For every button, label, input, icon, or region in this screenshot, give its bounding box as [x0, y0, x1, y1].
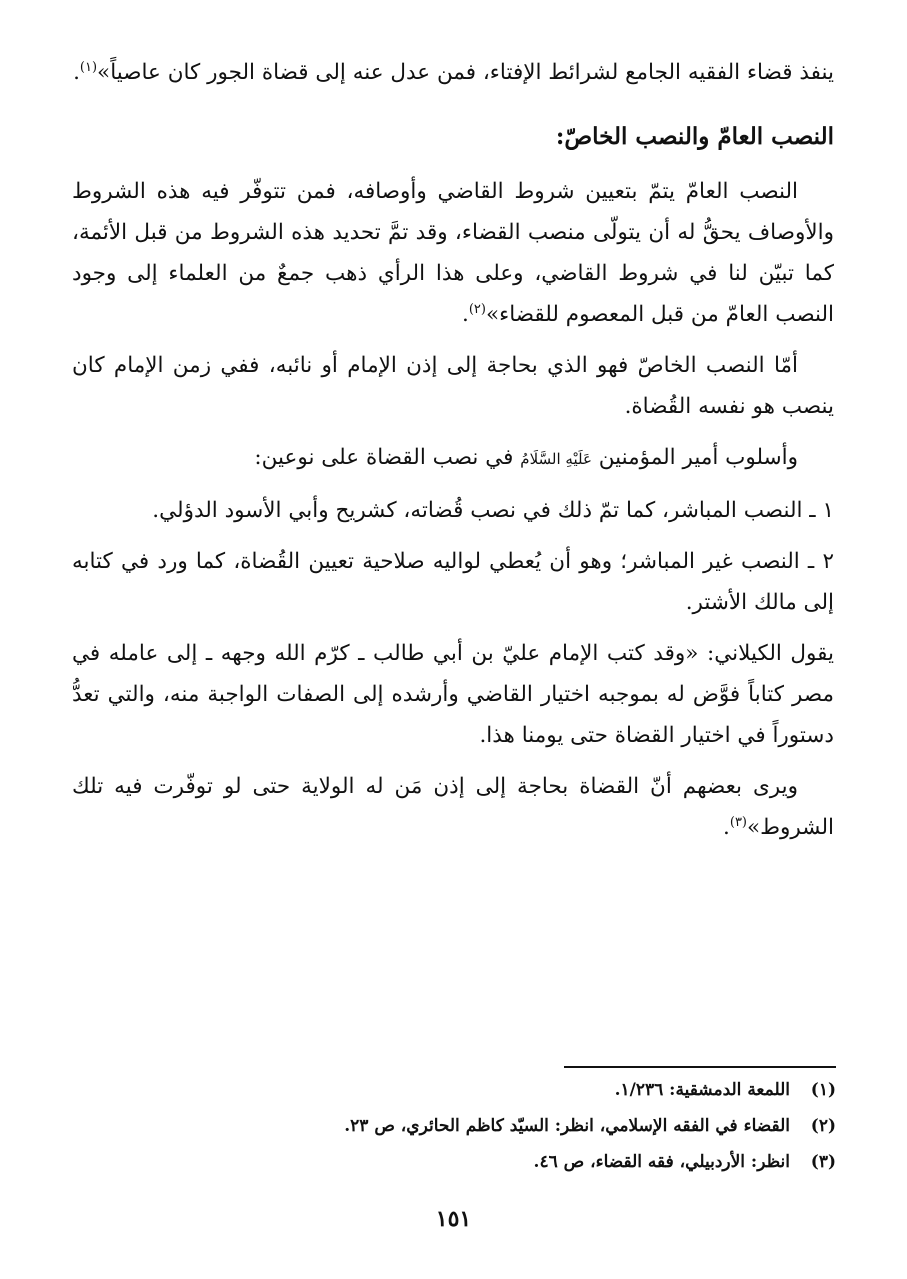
paragraph-text: في نصب القضاة على نوعين:: [254, 445, 514, 470]
footnote-1: [72, 1072, 836, 1108]
page-body: [72, 52, 834, 848]
footnote-ref-2[interactable]: (٢): [468, 301, 486, 317]
page-number: ١٥١: [435, 1206, 472, 1232]
paragraph-text: ويرى بعضهم أنّ القضاة بحاجة إلى إذن مَن له الولاية حتى لو توفّرت فيه تلك الشروط»: [72, 774, 834, 840]
section-heading: النصب العامّ والنصب الخاصّ:: [555, 123, 834, 150]
footnote-text: اللمعة الدمشقية: ١/٢٣٦.: [614, 1080, 790, 1100]
paragraph-text: وأسلوب أمير المؤمنين: [598, 445, 798, 470]
footnote-number: (٣): [810, 1152, 836, 1172]
paragraph-permission: [72, 766, 834, 848]
paragraph-tail: .: [723, 815, 730, 840]
honorific-glyph: عَلَيْهِ السَّلَامُ: [520, 450, 592, 468]
footnotes: [72, 1072, 836, 1180]
paragraph-tail: .: [461, 302, 469, 327]
footnote-3: [72, 1144, 836, 1180]
paragraph-tail: .: [73, 60, 80, 85]
paragraph-text: النصب العامّ يتمّ بتعيين شروط القاضي وأوصافه، فمن تتوفّر فيه هذه الشروط والأوصاف يحقُّ له أن يتولّى منصب القضاء، وقد تمَّ تحديد هذه الشروط من قبل الأئمة، كما تبيّن لنا في شروط القاضي، وعلى هذا الرأي ذهب جمعٌ من العلماء إلى وجود النصب العامّ من قبل المعصوم للقضاء»: [72, 179, 834, 327]
footnote-divider: [564, 1066, 836, 1068]
paragraph-imam-method: [72, 437, 834, 480]
paragraph-general-appointment: [72, 171, 834, 335]
footnote-2: [72, 1108, 836, 1144]
footnote-text: القضاء في الفقه الإسلامي، انظر: السيّد كاظم الحائري، ص ٢٣.: [344, 1116, 790, 1136]
footnote-ref-3[interactable]: (٣): [729, 814, 747, 830]
paragraph-special-appointment: أمّا النصب الخاصّ فهو الذي بحاجة إلى إذن الإمام أو نائبه، ففي زمن الإمام كان ينصب هو نفسه القُضاة.: [72, 353, 834, 419]
footnote-ref-1[interactable]: (١): [79, 59, 98, 75]
paragraph-text: ينفذ قضاء الفقيه الجامع لشرائط الإفتاء، فمن عدل عنه إلى قضاة الجور كان عاصياً»: [97, 60, 834, 85]
list-item-indirect: ٢ ـ النصب غير المباشر؛ وهو أن يُعطي لواليه صلاحية تعيين القُضاة، كما ورد في كتابه إلى مالك الأشتر.: [72, 549, 834, 615]
list-item-direct: ١ ـ النصب المباشر، كما تمّ ذلك في نصب قُضاته، كشريح وأبي الأسود الدؤلي.: [152, 498, 834, 523]
footnote-number: (٢): [810, 1116, 836, 1136]
paragraph-continuation: [72, 52, 834, 93]
footnote-text: انظر: الأردبيلي، فقه القضاء، ص ٤٦.: [533, 1152, 790, 1172]
footnote-number: (١): [810, 1080, 836, 1100]
paragraph-kilani-quote: يقول الكيلاني: «وقد كتب الإمام عليّ بن أبي طالب ـ كرّم الله وجهه ـ إلى عامله في مصر كتاباً فوَّض له بموجبه اختيار القاضي وأرشده إلى الصفات الواجبة منه، والتي تعدُّ دستوراً في اختيار القضاة حتى يومنا هذا.: [72, 641, 834, 748]
